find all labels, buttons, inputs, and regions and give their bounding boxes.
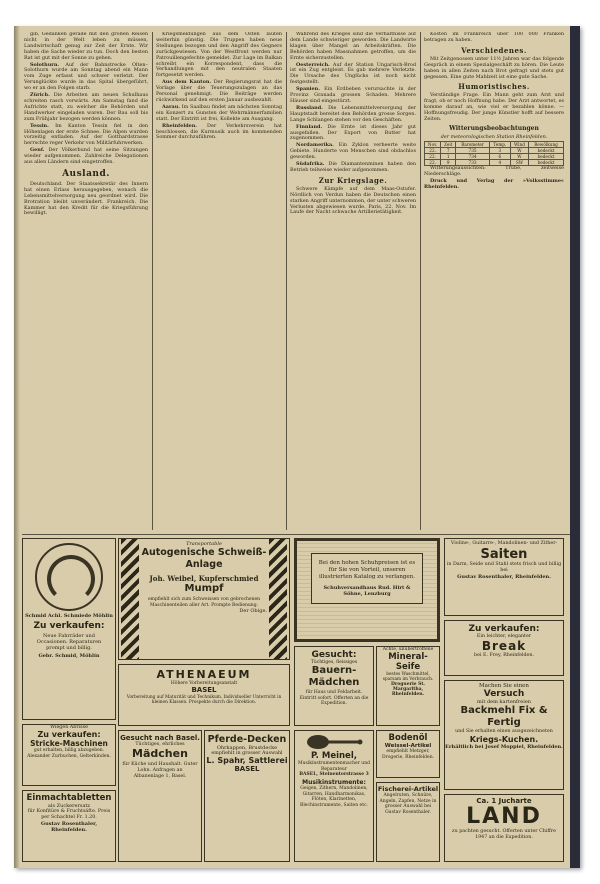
ad-strings	[444, 538, 564, 616]
section-heading: Humoristisches.	[458, 82, 530, 92]
ads-divider	[22, 534, 570, 535]
schmid-head: Zu verkaufen:	[33, 621, 105, 631]
einmach-sub: als Zuckerersatz	[47, 803, 91, 809]
saiten-top: Violine-, Guitarre-, Mandolinen- und Zither-	[450, 541, 558, 546]
news-item	[290, 162, 416, 174]
mineral-title: Mineral-Seife	[388, 652, 428, 672]
athenaeum-sub: Höhere Vorbereitungsanstalt	[170, 681, 238, 686]
ad-bodenoel	[376, 730, 440, 778]
wiegen-title: Stricke-Maschinen	[30, 739, 108, 748]
gesucht-body: für Haus und Feldarbeit. Eintritt sofort. Offerten an die Expedition.	[299, 690, 369, 706]
gesucht-head: Gesucht:	[311, 650, 357, 660]
weather-cell: 733	[456, 159, 490, 165]
weather-cell: 9	[441, 159, 456, 165]
einmach-body: für Konfitüre & Fruchtsäfte. Preis per Schachtel Fr. 1.20.	[27, 809, 111, 820]
news-text: Die Ernte ist dieses Jahr gut ausgefallen. Der Export von Butter hat zugenommen.	[290, 123, 416, 142]
weather-col-header: Wind	[510, 141, 528, 147]
news-heading: Aarau.	[162, 103, 180, 110]
col1-top-text: gib, Gedanken gerade mit den großen Reisen nicht in der Welt leben zu müssen, Landwirtschaft genug zur Zeit der Ernte. Wir haben die Sache wieder zu tun. Doch den besten Rat ist gut mit der Sonne zu gehen.	[24, 32, 148, 61]
news-heading: Spanien.	[296, 86, 320, 93]
ad-knitting-machines	[22, 724, 116, 786]
weather-cell: 734	[456, 153, 490, 159]
decorative-border-right	[269, 539, 287, 659]
weibel-body: empfiehlt sich zum Schweissen von gebrochenen Maschinenteilen aller Art. Prompte Bedienung.	[147, 597, 261, 608]
news-text: Der Verkehrsverein hat beschlossen, die Kurmusik auch im kommenden Sommer durchzuführen.	[156, 122, 282, 141]
bodenoel-body: empfiehlt Metzger, Drogerie, Rheinfelden.	[381, 749, 435, 760]
article-column-3	[290, 32, 416, 530]
athenaeum-title: ATHENAEUM	[156, 668, 252, 681]
athenaeum-city: BASEL	[191, 686, 217, 694]
news-text: Im Saalbau findet am nächsten Sonntag ein Konzert zu Gunsten der Wehrmännerfamilien statt. Der Eintritt ist frei, Kollekte am Ausgang.	[156, 103, 282, 122]
column-rule	[420, 32, 421, 530]
book-spine	[570, 26, 580, 868]
versuch-title2: Kriegs-Kuchen.	[469, 735, 539, 744]
mineral-top: Ächte, unübertroffene	[382, 647, 434, 652]
news-item	[290, 106, 416, 124]
weather-cell: 3	[489, 147, 510, 153]
news-text: Die Lebensmittelversorgung der Hauptstadt bereitet den Behörden grosse Sorgen. Lange Schlangen stehen vor den Geschäften.	[290, 104, 416, 123]
weather-cell: bedeckt	[529, 159, 564, 165]
weather-col-header: Nov.	[425, 141, 441, 147]
weather-col-header: Barometer	[456, 141, 490, 147]
weibel-title: Autogenische Schweiß-Anlage	[141, 547, 267, 570]
pferde-sub: Ohrkappen, Brustdecke	[216, 745, 278, 751]
news-heading: Aus dem Kanton.	[162, 79, 212, 86]
weibel-sign: Der Obige.	[239, 608, 267, 614]
ausland-text: Deutschland. Der Staatssekretär des Innern hat einen Erlass herausgegeben, wonach die Lebensmittelversorgung neu geordnet wird. Die Brotration bleibt unverändert. Frankreich. Die Kammer hat den Kredit für die Kriegsführung bewilligt.	[24, 180, 148, 217]
break-head: Zu verkaufen:	[468, 624, 540, 634]
meinel-city: BASEL, Steinentorstrasse 3	[299, 772, 369, 777]
news-item	[290, 87, 416, 105]
ad-weibel-welding	[118, 538, 290, 660]
mineral-shop: Droguerie St. Margaritha, Rheinfelden.	[391, 682, 425, 698]
ad-horse-blankets	[204, 730, 290, 862]
section-text: Mit Zeitgenossen unter 11½ Jahren war das folgende Gespräch in einem Spezialgeschäft zu hören. Die Leute haben in allen Zeiten nach Brot gefragt und stets gut gegessen. Eine gute Mahlzeit ist eine gute Sache.	[424, 55, 564, 80]
news-heading: Oesterreich.	[296, 61, 330, 68]
weather-cell: 22.	[425, 153, 441, 159]
versuch-sub2: mit dem kartenfreien	[477, 699, 531, 705]
publisher-note: Druck und Verlag der »Volksstimme« Rheinfelden.	[424, 177, 564, 190]
weibel-place: Mumpf	[184, 583, 224, 594]
bodenoel-title: Bodenöl	[388, 733, 428, 743]
hirt-name: Schuhversandhaus Rud. Hirt & Söhne, Lenzburg	[323, 585, 411, 597]
ad-schmid-bicycles	[22, 538, 116, 720]
news-heading: Genf.	[30, 147, 45, 154]
weather-heading: Witterungsbeobachtungen	[449, 124, 539, 132]
ad-preserving-tablets	[22, 790, 116, 862]
news-item	[290, 143, 416, 161]
col4-top-text: Kosten im Frankreich über 100 000 Franken betragen zu haben.	[424, 32, 564, 43]
news-heading: Solothurn.	[30, 61, 60, 68]
weather-col-header: Temp.	[489, 141, 510, 147]
war-heading: Zur Kriegslage.	[318, 175, 388, 185]
land-body: zu pachten gesucht. Offerten unter Chiffre 1947 an die Expedition.	[452, 829, 556, 840]
news-heading: Finnland.	[296, 123, 323, 130]
gb-sub: Tüchtiges, ehrliches	[135, 742, 185, 747]
einmach-title: Einmachtabletten	[26, 793, 112, 803]
pferde-shop: L. Spahr, Sattlerei	[206, 756, 288, 765]
weather-cell: bedeckt	[529, 147, 564, 153]
versuch-body: und Sie erhalten einen ausgezeichneten	[455, 729, 553, 734]
bodenoel-sub: Weissel-Artikel	[384, 743, 432, 749]
ad-gesucht-basel	[118, 730, 202, 862]
ad-fishing	[376, 782, 440, 862]
fischerei-body: Angelruten, Schnüre, Angeln, Zapfen, Netze in grosser Auswahl bei Gustav Rosenthaler.	[379, 793, 437, 815]
violin-icon	[304, 733, 364, 751]
news-text: Die Arbeiten am neuen Schulhaus schreiten rasch vorwärts. Am Samstag fand die Aufrichte statt, zu welcher die Behörden und Handwerker eingeladen waren. Der Bau soll bis zum Frühjahr bezogen werden können.	[24, 92, 148, 122]
meinel-title: Musikinstrumente:	[302, 779, 366, 786]
news-item	[24, 148, 148, 166]
ad-break-carriage	[444, 620, 564, 676]
news-heading: Nordamerika.	[296, 142, 334, 149]
weather-cell: 6	[489, 153, 510, 159]
weather-cell: SW	[510, 159, 528, 165]
weather-cell: W	[510, 147, 528, 153]
versuch-shop: Erhältlich bei Josef Moppiel, Rheinfelden.	[445, 744, 563, 750]
wiegen-top: Wiegen Abrisse	[50, 725, 88, 730]
weather-table	[424, 141, 564, 166]
ausland-heading: Ausland.	[62, 168, 110, 179]
meinel-name: P. Meinel,	[311, 751, 357, 761]
schmid-brand: Schmid Achl. Schmiede Möhlin	[25, 613, 113, 619]
weibel-owner: Joh. Weibel, Kupferschmied	[149, 574, 259, 583]
news-item	[290, 125, 416, 143]
weather-subheading: der meteorologischen Station Rheinfelden.	[440, 133, 548, 140]
versuch-sub: Versuch	[483, 689, 525, 699]
weather-cell: bedeckt	[529, 153, 564, 159]
article-column-2	[156, 32, 282, 530]
news-text: Ein Erdbeben verursachte in der Provinz Granada grossen Schaden. Mehrere Häuser sind eingestürzt.	[290, 86, 416, 104]
saiten-shop: Gustav Rosenthaler, Rheinfelden.	[457, 574, 551, 580]
news-text: Der Völkerbund hat seine Sitzungen wieder aufgenommen. Zahlreiche Delegationen aus allen Ländern sind eingetroffen.	[24, 147, 148, 166]
column-rule	[286, 32, 287, 530]
news-text: Auf der Bahnstrecke Olten–Solothurn wurde am Sonntag abend ein Mann vom Zuge erfasst und schwer verletzt. Der Verunglückte wurde in das Spital übergeführt, wo er an den Folgen starb.	[24, 61, 148, 92]
einmach-shop: Gustav Rosenthaler, Rheinfelden.	[40, 821, 98, 833]
saiten-body: in Darm, Seide und Stahl stets frisch und billig bei	[446, 562, 562, 573]
news-item	[290, 63, 416, 87]
wiegen-body: gut erhalten, billig abzugeben. Alexander Zurbuchen, Gelterkinden.	[27, 748, 111, 759]
section-text: Verständige Frage. Ein Mann geht zum Arzt und fragt, ob er noch Hoffnung habe. Der Arzt antwortet, es komme darauf an, wie viel er bezahlen könne. — Hoffnungsfreudig. Der junge Künstler hofft auf bessere Zeiten.	[424, 92, 564, 123]
news-item	[156, 80, 282, 104]
weather-note: Witterungsaussichten: Trübe, zeitweise Niederschläge.	[424, 164, 564, 177]
col2-text: Kriegsmeldungen aus dem Osten lauten weiterhin günstig. Die Truppen haben neue Stellungen bezogen und den Angriff des Gegners zurückgewiesen. Von der Westfront werden nur Patrouillengefechte gemeldet. Zur Lage im Balkan schreibt ein Korrespondent, dass die Verhandlungen mit den neutralen Staaten fortgesetzt werden.	[156, 32, 282, 79]
news-item	[156, 124, 282, 142]
news-item	[156, 105, 282, 123]
weather-col-header: Zeit	[441, 141, 456, 147]
schmid-footer: Gebr. Schmid, Möhlin	[38, 653, 100, 659]
ad-land	[444, 794, 564, 862]
pferde-title: Pferde-Decken	[207, 734, 287, 745]
land-top: Ca. 1 Jucharte	[476, 797, 532, 805]
pferde-city: BASEL	[234, 765, 260, 773]
news-text: Im Kanton Tessin fiel in den Höhenlagen der erste Schnee. Die Alpen wurden vorzeitig entladen. Auf der Gotthardstrasse herrschte reger Verkehr von Militärfuhrwerken.	[24, 122, 148, 147]
news-heading: Tessin.	[30, 122, 49, 129]
hirt-text: Bei den hohen Schuhpreisen ist es für Sie von Vorteil, unseren illustrierten Katalog zu verlangen.	[318, 560, 416, 580]
decorative-border-left	[121, 539, 139, 659]
article-column-4	[424, 32, 564, 530]
col3-text: Während des Krieges sind die Verhältnisse auf dem Lande schwieriger geworden. Die Landwirte klagen über Mangel an Arbeitskräften. Die Behörden haben Massnahmen getroffen, um die Ernte sicherzustellen.	[290, 32, 416, 61]
weather-cell: 1	[441, 153, 456, 159]
gesucht-sub: Tüchtiges, fleissiges	[310, 660, 358, 665]
gb-title: Mädchen	[132, 747, 188, 760]
mineral-body: bestes Waschmittel, sparsam im Verbrauch.	[382, 672, 434, 683]
news-text: Die Diamantenminen haben den Betrieb teilweise wieder aufgenommen.	[290, 161, 416, 173]
ad-meinel-instruments	[294, 730, 374, 862]
horseshoe-logo-icon	[35, 543, 103, 611]
weather-col-header: Bewölkung	[529, 141, 564, 147]
column-rule	[152, 32, 153, 530]
ad-hirt-shoes	[294, 538, 440, 642]
war-text: Schwere Kämpfe auf dem Maas-Ostufer. Nördlich von Verdun haben die Deutschen einen starken Angriff unternommen, der unter schweren Verlusten abgewiesen wurde. Paris, 22. Nov. Im Laufe der Nacht schwache Artillerietätigkeit.	[290, 185, 416, 216]
newspaper-page	[14, 26, 580, 868]
ad-gesucht-farm-girl	[294, 646, 374, 726]
ad-backmehl	[444, 680, 564, 790]
news-item	[24, 124, 148, 148]
schmid-body: Neue Fahrräder und Occasionen. Reparaturen prompt und billig.	[36, 633, 102, 651]
news-heading: Zürich.	[30, 92, 50, 99]
gb-body: für Küche und Haushalt. Guter Lohn. Anfragen an Albanenlage 1, Basel.	[122, 762, 198, 779]
break-title: Break	[481, 639, 527, 653]
fischerei-title: Fischerei-Artikel	[377, 785, 439, 793]
news-text: Der Regierungsrat hat die Vorlage über die Teuerungszulagen an das Personal genehmigt. Die Beiträge werden rückwirkend auf den ersten Januar ausbezahlt.	[156, 79, 282, 103]
weather-cell: 22.	[425, 159, 441, 165]
weather-header-row	[425, 141, 564, 147]
versuch-title: Backmehl Fix & Fertig	[460, 705, 548, 728]
page-gutter	[14, 26, 20, 868]
meinel-body: Geigen, Zithern, Mandolinen, Gitarren, Handharmonikas, Flöten, Klarinetten, Blechinstrumente, Saiten etc.	[300, 786, 368, 808]
news-text: Ein Zyklon verheerte weite Gebiete. Hunderte von Menschen sind obdachlos geworden.	[290, 142, 416, 161]
weather-cell: 4	[489, 159, 510, 165]
weather-cell: 735	[456, 147, 490, 153]
weather-cell: W	[510, 153, 528, 159]
weather-cell: 7	[441, 147, 456, 153]
news-item	[24, 93, 148, 123]
athenaeum-body: Vorbereitung auf Maturität und Technikum. Individueller Unterricht in kleinen Klassen. Prospekte durch die Direktion.	[126, 695, 282, 706]
news-text: Auf der Station Ungarisch-Brod ist ein Zug entgleist. Es gab mehrere Verletzte. Die Ursache des Unglücks ist noch nicht festgestellt.	[290, 61, 416, 86]
land-title: LAND	[466, 804, 542, 829]
news-item	[24, 63, 148, 93]
news-heading: Südafrika.	[296, 161, 325, 168]
gesucht-title: Bauern-Mädchen	[308, 665, 360, 688]
gb-head: Gesucht nach Basel.	[120, 734, 200, 742]
versuch-top: Machen Sie einen	[479, 683, 529, 689]
break-sub: Ein leichter, eleganter	[476, 634, 532, 639]
ad-athenaeum	[118, 664, 290, 726]
news-heading: Rheinfelden.	[162, 122, 198, 129]
section-heading: Verschiedenes.	[461, 45, 527, 55]
meinel-sub: Musikinstrumentenmacher und Reparateur	[298, 761, 370, 772]
weather-cell: 22.	[425, 147, 441, 153]
wiegen-head: Zu verkaufen:	[37, 730, 101, 739]
weibel-top: Transportable	[186, 541, 222, 547]
ad-mineral-soap	[376, 646, 440, 726]
news-heading: Russland.	[296, 104, 323, 111]
break-body: bei E. Frey, Rheinfelden.	[474, 653, 534, 658]
saiten-title: Saiten	[480, 547, 528, 562]
pferde-body: empfiehlt in grosser Auswahl	[211, 751, 283, 756]
article-column-1	[24, 32, 148, 530]
